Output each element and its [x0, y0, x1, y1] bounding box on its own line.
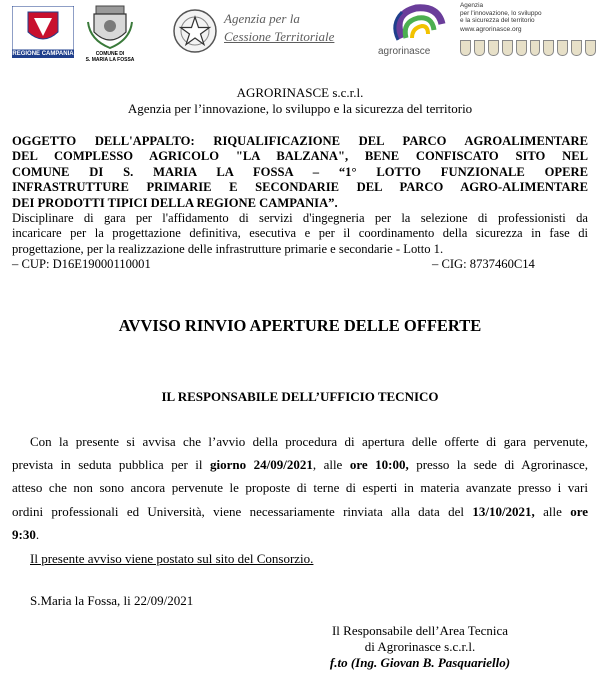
italian-republic-emblem — [172, 8, 218, 54]
disciplinare-line2: incaricare per la progettazione definitiva, esecutiva e per il coordinamento della sicurezza in fase di — [12, 226, 588, 241]
agrorinasce-logo — [372, 4, 460, 58]
republic-star-icon — [172, 8, 218, 54]
regione-campania-logo — [12, 6, 74, 58]
place-date: S.Maria la Fossa, li 22/09/2021 — [30, 593, 194, 608]
oggetto-line3: COMUNE DI S. MARIA LA FOSSA – “1° LOTTO FUNZIONALE OPERE — [12, 164, 588, 179]
right-text-line1: Agenzia — [460, 2, 484, 9]
right-text-line2: per l'innovazione, lo sviluppo — [460, 9, 542, 17]
crest-icon — [502, 40, 513, 56]
oggetto-line4: INFRASTRUTTURE PRIMARIE E SECONDARIE DEL PARCO AGRO-ALIMENTARE — [12, 180, 588, 195]
date-original: giorno 24/09/2021 — [210, 457, 313, 473]
disciplinare-block — [12, 211, 588, 272]
date-new: 13/10/2021, — [472, 503, 535, 519]
notice-subtitle: IL RESPONSABILE DELL’UFFICIO TECNICO — [161, 389, 439, 404]
org-tagline: Agenzia per l’innovazione, lo sviluppo e la sicurezza del territorio — [127, 101, 473, 116]
signature-line2: di Agrorinasce s.c.r.l. — [364, 639, 476, 654]
comune-label-line1: COMUNE DI — [95, 51, 125, 57]
agenzia-coesione-logo — [224, 10, 352, 54]
body-line3: atteso che non sono ancora pervenute le proposte di terne di esperti in materia avanzate presso i vari — [12, 480, 588, 496]
signature-block — [300, 623, 540, 671]
comune-logo — [86, 4, 134, 64]
crest-icon — [530, 40, 541, 56]
notice-posted: Il presente avviso viene postato sul sito del Consorzio. — [30, 551, 314, 567]
oggetto-block — [12, 134, 588, 211]
crest-icon — [571, 40, 582, 56]
right-text-line3: e la sicurezza del territorio — [460, 17, 535, 24]
disciplinare-line1: Disciplinare di gara per l'affidamento di servizi d'ingegneria per la selezione di professionisti da — [12, 211, 588, 225]
cig-code: – CIG: 8737460C14 — [432, 257, 535, 272]
agenzia-line2: Cessione Territoriale — [224, 29, 335, 44]
time-new: 9:30 — [12, 526, 36, 542]
comune-label-line2: S. MARIA LA FOSSA — [85, 57, 135, 63]
crest-icon — [516, 40, 527, 56]
crest-icon — [543, 40, 554, 56]
campania-emblem-icon — [12, 6, 74, 50]
notice-body — [12, 430, 588, 570]
website-url: www.agrorinasce.org — [460, 26, 522, 33]
oggetto-line1: OGGETTO DELL'APPALTO: RIQUALIFICAZIONE DEL PARCO AGROALIMENTARE — [12, 134, 588, 148]
body-line2: prevista in seduta pubblica per il giorno 24/09/2021, alle ore 10:00, presso la sede di Agrorinasce, — [12, 457, 589, 473]
notice-title: AVVISO RINVIO APERTURE DELLE OFFERTE — [118, 316, 482, 335]
crest-icon — [488, 40, 499, 56]
crest-icon — [585, 40, 596, 56]
body-line1: Con la presente si avvisa che l’avvio della procedura di apertura delle offerte di gara pervenute, — [30, 434, 588, 449]
org-name: AGRORINASCE s.c.r.l. — [236, 85, 364, 100]
agenzia-line1: Agenzia per la — [224, 11, 300, 26]
oggetto-line5: DEI PRODOTTI TIPICI DELLA REGIONE CAMPANIA”. — [12, 195, 338, 210]
signature-line3: f.to (Ing. Giovan B. Pasquariello) — [329, 655, 511, 670]
disciplinare-line3: progettazione, per la realizzazione delle infrastrutture primarie e secondarie - Lotto 1. — [12, 241, 444, 256]
body-line5: 9:30. — [12, 526, 40, 542]
crest-icon — [460, 40, 471, 56]
agrorinasce-swirl-icon — [372, 4, 460, 44]
campania-label: REGIONE CAMPANIA — [12, 51, 74, 57]
crest-icon — [557, 40, 568, 56]
comune-crest-icon — [86, 4, 134, 50]
body-line4: ordini professionali ed Università, viene necessariamente rinviata alla data del 13/10/2021, alle ore — [12, 503, 589, 519]
time-original: ore 10:00, — [349, 457, 409, 473]
municipality-crests — [460, 40, 596, 60]
agrorinasce-info-block — [460, 2, 596, 64]
crest-icon — [474, 40, 485, 56]
oggetto-line2: DEL COMPLESSO AGRICOLO "LA BALZANA", BENE CONFISCATO SITO NEL — [12, 149, 588, 164]
agrorinasce-wordmark: agrorinasce — [378, 46, 431, 57]
signature-line1: Il Responsabile dell’Area Tecnica — [331, 623, 509, 638]
cup-code: – CUP: D16E19000110001 — [12, 257, 151, 272]
